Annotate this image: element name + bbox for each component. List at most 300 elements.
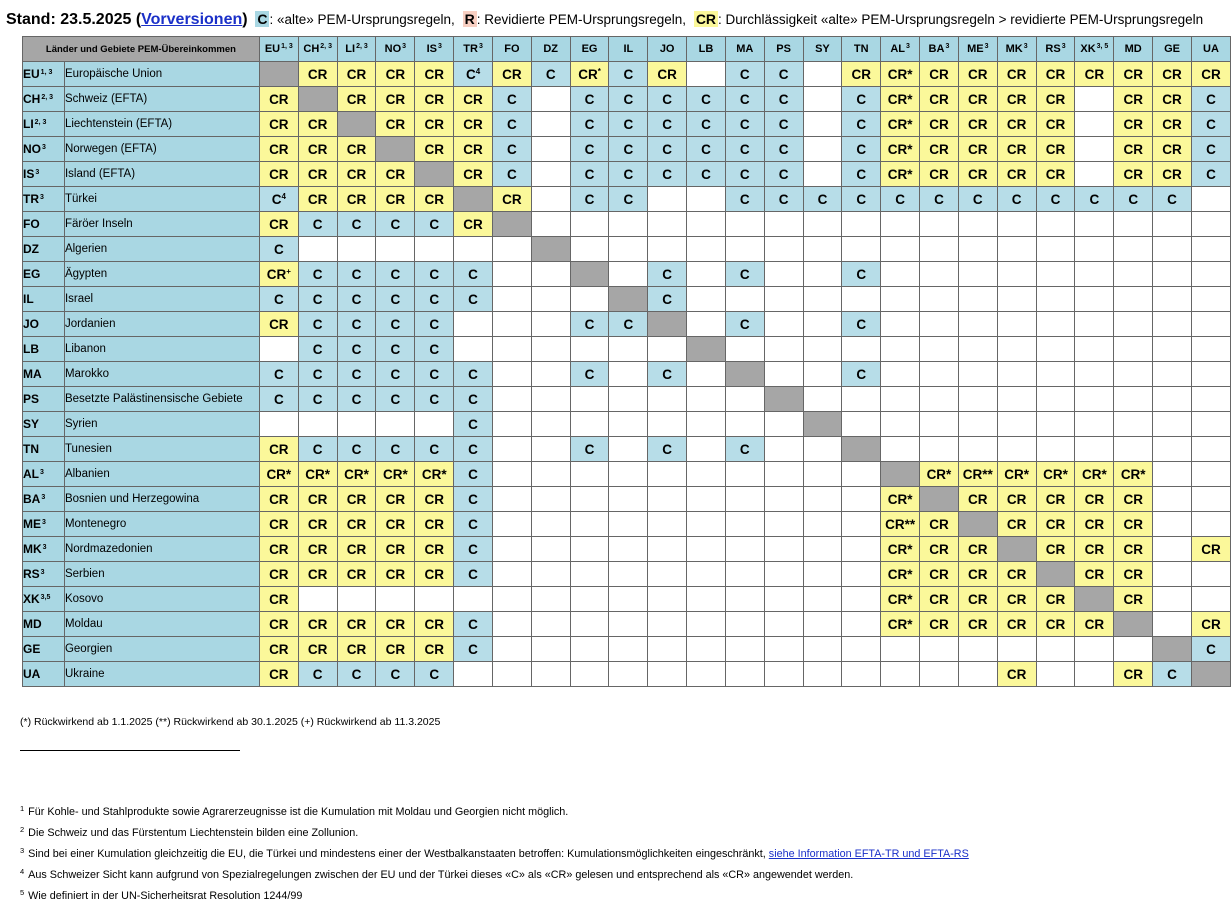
matrix-cell [531,387,570,412]
matrix-cell [1075,112,1114,137]
matrix-cell: CR [454,87,493,112]
matrix-cell: C [609,137,648,162]
matrix-cell [1114,262,1153,287]
row-code: $RS^3$ [23,562,65,587]
matrix-cell [1153,437,1192,462]
matrix-cell [492,287,531,312]
matrix-cell [881,212,920,237]
matrix-cell: C [725,437,764,462]
matrix-cell [609,662,648,687]
matrix-cell [648,562,687,587]
matrix-cell [648,412,687,437]
matrix-cell: C [376,387,415,412]
matrix-cell [531,212,570,237]
matrix-cell [531,112,570,137]
footnote-separator [20,750,240,751]
table-row [23,237,1231,262]
col-header-li: LI$^{2, 3}$ [337,37,376,62]
matrix-cell [1114,437,1153,462]
matrix-cell: CR [376,162,415,187]
row-code: EG [23,262,65,287]
matrix-cell [1114,387,1153,412]
diagonal-cell [609,287,648,312]
matrix-cell [1153,587,1192,612]
matrix-cell: C [376,662,415,687]
footnote-3: $^3$ Sind bei einer Kumulation gleichzeitig die EU, die Türkei und mindestens einer der Westbalkanstaaten betroffen: Kumulationsmöglichkeiten eingeschränkt, siehe Information EFTA-TR und EFTA-RS [20,846,969,860]
row-name: Serbien [64,562,259,587]
matrix-cell [648,587,687,612]
matrix-cell: CR [259,112,298,137]
matrix-cell [997,262,1036,287]
matrix-cell: CR [415,637,454,662]
matrix-cell: C [376,287,415,312]
matrix-cell [920,212,959,237]
matrix-cell [531,337,570,362]
matrix-cell [1075,312,1114,337]
matrix-cell: CR [1114,487,1153,512]
matrix-cell [1075,362,1114,387]
matrix-cell [764,512,803,537]
diagonal-cell [997,537,1036,562]
matrix-cell: C [725,62,764,87]
matrix-cell: C [337,312,376,337]
diagonal-cell [376,137,415,162]
matrix-cell: C [1191,137,1230,162]
row-code: MA [23,362,65,387]
diagonal-cell [1191,662,1230,687]
matrix-cell [609,387,648,412]
table-row [23,312,1231,337]
matrix-cell [1153,412,1192,437]
matrix-cell [764,237,803,262]
col-header-il: IL [609,37,648,62]
matrix-cell: C [570,362,609,387]
row-name: Israel [64,287,259,312]
matrix-cell [648,187,687,212]
matrix-cell [1114,362,1153,387]
matrix-cell: C [687,112,726,137]
matrix-cell [687,487,726,512]
matrix-cell: CR [1036,162,1075,187]
matrix-cell [1153,612,1192,637]
matrix-cell [1191,437,1230,462]
matrix-cell: C [570,137,609,162]
matrix-cell [687,187,726,212]
matrix-cell: CR [1075,562,1114,587]
matrix-cell [570,537,609,562]
matrix-cell [1191,312,1230,337]
matrix-cell: C [609,112,648,137]
matrix-cell [764,587,803,612]
matrix-cell [1153,337,1192,362]
table-row [23,662,1231,687]
matrix-cell [764,487,803,512]
matrix-cell [492,412,531,437]
matrix-cell [997,637,1036,662]
matrix-cell [842,287,881,312]
table-row [23,62,1231,87]
matrix-cell: CR [920,137,959,162]
matrix-cell [687,537,726,562]
matrix-cell [842,462,881,487]
matrix-cell [803,562,842,587]
matrix-cell: CR [415,612,454,637]
matrix-cell: CR [415,537,454,562]
matrix-cell [687,412,726,437]
col-header-me: $ME^3$ [958,37,997,62]
row-code: IL [23,287,65,312]
matrix-cell: C [492,162,531,187]
matrix-cell [920,237,959,262]
matrix-cell: CR [376,512,415,537]
matrix-cell [1153,562,1192,587]
col-header-sy: SY [803,37,842,62]
matrix-cell: C [454,462,493,487]
matrix-cell [415,412,454,437]
matrix-cell [920,262,959,287]
matrix-cell: CR [259,612,298,637]
vorversionen-link[interactable]: Vorversionen [141,11,243,28]
matrix-cell [570,337,609,362]
matrix-cell [803,387,842,412]
row-code: MD [23,612,65,637]
matrix-cell [997,387,1036,412]
matrix-cell: C [609,62,648,87]
matrix-cell [337,412,376,437]
table-row [23,487,1231,512]
matrix-cell: CR [415,137,454,162]
matrix-cell [1036,212,1075,237]
matrix-cell [725,237,764,262]
matrix-cell: CR [454,137,493,162]
matrix-cell: CR [298,112,337,137]
matrix-cell: CR [376,637,415,662]
matrix-cell [570,612,609,637]
matrix-cell: C [415,312,454,337]
matrix-cell [531,362,570,387]
matrix-cell: CR [920,562,959,587]
diagonal-cell [764,387,803,412]
diagonal-cell [687,337,726,362]
matrix-cell: CR [1036,112,1075,137]
matrix-cell [1153,537,1192,562]
matrix-cell: CR [1191,537,1230,562]
matrix-cell: C [298,312,337,337]
matrix-cell [764,637,803,662]
matrix-cell [997,287,1036,312]
matrix-cell: CR [376,562,415,587]
matrix-cell [1191,187,1230,212]
matrix-cell: CR [958,587,997,612]
row-code: LB [23,337,65,362]
matrix-cell: C [609,162,648,187]
matrix-cell: C [454,487,493,512]
matrix-cell: C [298,262,337,287]
matrix-cell: CR [842,62,881,87]
matrix-cell [920,662,959,687]
matrix-cell [803,437,842,462]
matrix-cell: CR [997,137,1036,162]
matrix-cell: CR [259,537,298,562]
cumulation-matrix [22,36,1231,687]
matrix-cell [531,462,570,487]
header-row [23,37,1231,62]
table-row [23,262,1231,287]
matrix-cell [570,512,609,537]
matrix-cell [725,587,764,612]
matrix-cell [1075,87,1114,112]
matrix-cell [531,162,570,187]
matrix-cell [764,312,803,337]
matrix-cell [1075,437,1114,462]
matrix-cell [687,512,726,537]
matrix-cell [958,362,997,387]
col-header-fo: FO [492,37,531,62]
matrix-cell [881,362,920,387]
matrix-cell [881,437,920,462]
matrix-cell: C [725,112,764,137]
matrix-cell: C [764,162,803,187]
matrix-cell: CR [337,537,376,562]
matrix-cell [1114,287,1153,312]
matrix-cell [997,412,1036,437]
matrix-cell: C [1114,187,1153,212]
matrix-cell: CR [1036,137,1075,162]
matrix-cell [958,287,997,312]
matrix-cell: C [648,112,687,137]
row-code: $TR^3$ [23,187,65,212]
matrix-cell: CR+ [259,262,298,287]
matrix-cell: CR [259,137,298,162]
matrix-cell [803,262,842,287]
matrix-cell: CR [415,112,454,137]
matrix-cell [1075,262,1114,287]
matrix-cell: CR [1036,512,1075,537]
col-header-eg: EG [570,37,609,62]
matrix-cell: CR* [881,487,920,512]
matrix-cell: C [298,437,337,462]
matrix-cell: C [687,162,726,187]
matrix-cell: CR [920,612,959,637]
matrix-cell [531,562,570,587]
matrix-cell: CR [376,87,415,112]
matrix-cell: C [1191,162,1230,187]
matrix-cell: CR* [376,462,415,487]
matrix-cell: CR [997,112,1036,137]
matrix-cell: C [454,387,493,412]
matrix-cell [687,637,726,662]
matrix-cell [881,412,920,437]
matrix-cell: CR [337,62,376,87]
matrix-cell: CR [259,512,298,537]
matrix-cell [725,412,764,437]
matrix-cell [803,537,842,562]
matrix-cell: C [570,437,609,462]
matrix-cell: C [337,437,376,462]
matrix-cell: C [376,212,415,237]
matrix-cell [920,412,959,437]
matrix-cell: CR [1075,612,1114,637]
matrix-cell: CR [492,187,531,212]
matrix-cell [376,412,415,437]
matrix-cell: CR* [298,462,337,487]
matrix-cell: C [259,362,298,387]
row-name: Färöer Inseln [64,212,259,237]
row-code: EU$^{1, 3}$ [23,62,65,87]
matrix-cell: CR* [881,612,920,637]
matrix-cell: CR [1153,137,1192,162]
matrix-cell: CR [415,87,454,112]
matrix-cell [1075,662,1114,687]
matrix-cell [531,537,570,562]
matrix-cell: CR [958,487,997,512]
row-name: Marokko [64,362,259,387]
matrix-cell: C [415,362,454,387]
diagonal-cell [842,437,881,462]
matrix-cell [920,287,959,312]
matrix-cell [492,437,531,462]
matrix-cell [531,612,570,637]
matrix-cell: C [842,112,881,137]
matrix-cell [725,387,764,412]
matrix-cell: CR [376,537,415,562]
matrix-cell [570,212,609,237]
matrix-cell: CR [259,562,298,587]
matrix-cell [687,62,726,87]
diagonal-cell [298,87,337,112]
matrix-cell [1153,287,1192,312]
matrix-cell: CR [1191,612,1230,637]
table-row [23,612,1231,637]
matrix-cell: CR [997,612,1036,637]
matrix-cell: CR [454,162,493,187]
matrix-cell [881,237,920,262]
matrix-cell: C [1191,112,1230,137]
matrix-cell: CR [997,62,1036,87]
matrix-cell [764,412,803,437]
matrix-cell: C [842,262,881,287]
efta-info-link[interactable]: siehe Information EFTA-TR und EFTA-RS [768,848,969,860]
matrix-cell: CR [298,637,337,662]
diagonal-cell [803,412,842,437]
matrix-cell: CR [298,537,337,562]
matrix-cell [803,112,842,137]
matrix-cell: CR [997,562,1036,587]
matrix-cell [725,287,764,312]
matrix-cell [958,387,997,412]
matrix-cell [1036,337,1075,362]
matrix-cell [687,237,726,262]
matrix-cell: CR [1153,87,1192,112]
col-header-xk: XK$^{3, 5}$ [1075,37,1114,62]
matrix-cell [298,587,337,612]
col-header-tr: $TR^3$ [454,37,493,62]
matrix-cell: CR [958,537,997,562]
matrix-cell: C [337,262,376,287]
matrix-cell [1075,237,1114,262]
matrix-cell: CR* [881,112,920,137]
matrix-cell [881,387,920,412]
matrix-cell [454,237,493,262]
matrix-cell: CR [958,162,997,187]
matrix-cell: C [415,212,454,237]
matrix-cell: C [725,137,764,162]
matrix-cell: CR [337,487,376,512]
row-name: Ukraine [64,662,259,687]
matrix-cell: C [570,187,609,212]
matrix-cell: CR [1036,87,1075,112]
matrix-cell [492,362,531,387]
matrix-cell: CR [298,487,337,512]
matrix-cell: CR [337,637,376,662]
matrix-cell: CR [337,512,376,537]
matrix-cell [842,337,881,362]
matrix-cell [570,662,609,687]
matrix-cell: C [1191,637,1230,662]
matrix-cell [1114,312,1153,337]
matrix-cell [570,387,609,412]
matrix-cell: C [415,387,454,412]
matrix-cell [454,337,493,362]
matrix-cell [570,287,609,312]
matrix-cell [1075,212,1114,237]
matrix-cell [1153,487,1192,512]
matrix-cell: CR [1153,162,1192,187]
matrix-cell: CR** [958,462,997,487]
matrix-cell: C [842,187,881,212]
matrix-cell [842,412,881,437]
matrix-cell [958,262,997,287]
matrix-cell [531,512,570,537]
matrix-cell [531,87,570,112]
matrix-cell [1191,412,1230,437]
matrix-cell [803,62,842,87]
matrix-cell: CR [376,487,415,512]
matrix-cell: C [337,362,376,387]
matrix-cell: CR [1036,612,1075,637]
matrix-cell: C [415,337,454,362]
footnote-4: $^4$ Aus Schweizer Sicht kann aufgrund von Spezialregelungen zwischen der EU und der Türkei dieses «C» als «CR» gelesen und entsprechend als «CR» angewendet werden. [20,867,854,881]
matrix-cell: C [648,437,687,462]
matrix-cell [1075,287,1114,312]
matrix-cell: CR [920,537,959,562]
matrix-cell [958,437,997,462]
matrix-cell: C [337,212,376,237]
row-name: Europäische Union [64,62,259,87]
matrix-cell [531,137,570,162]
matrix-cell [725,487,764,512]
matrix-cell: CR* [415,462,454,487]
matrix-cell [803,312,842,337]
matrix-cell: C [337,287,376,312]
matrix-cell [492,637,531,662]
matrix-cell: C [725,162,764,187]
matrix-cell [531,312,570,337]
matrix-cell: CR* [259,462,298,487]
matrix-cell: CR [920,87,959,112]
matrix-cell: C [376,362,415,387]
row-code: $ME^3$ [23,512,65,537]
matrix-cell [648,487,687,512]
matrix-cell: C [648,137,687,162]
matrix-cell: C [298,212,337,237]
matrix-cell: CR [1075,487,1114,512]
matrix-cell [997,437,1036,462]
matrix-cell [803,162,842,187]
matrix-cell [725,337,764,362]
matrix-cell [492,662,531,687]
diagonal-cell [725,362,764,387]
